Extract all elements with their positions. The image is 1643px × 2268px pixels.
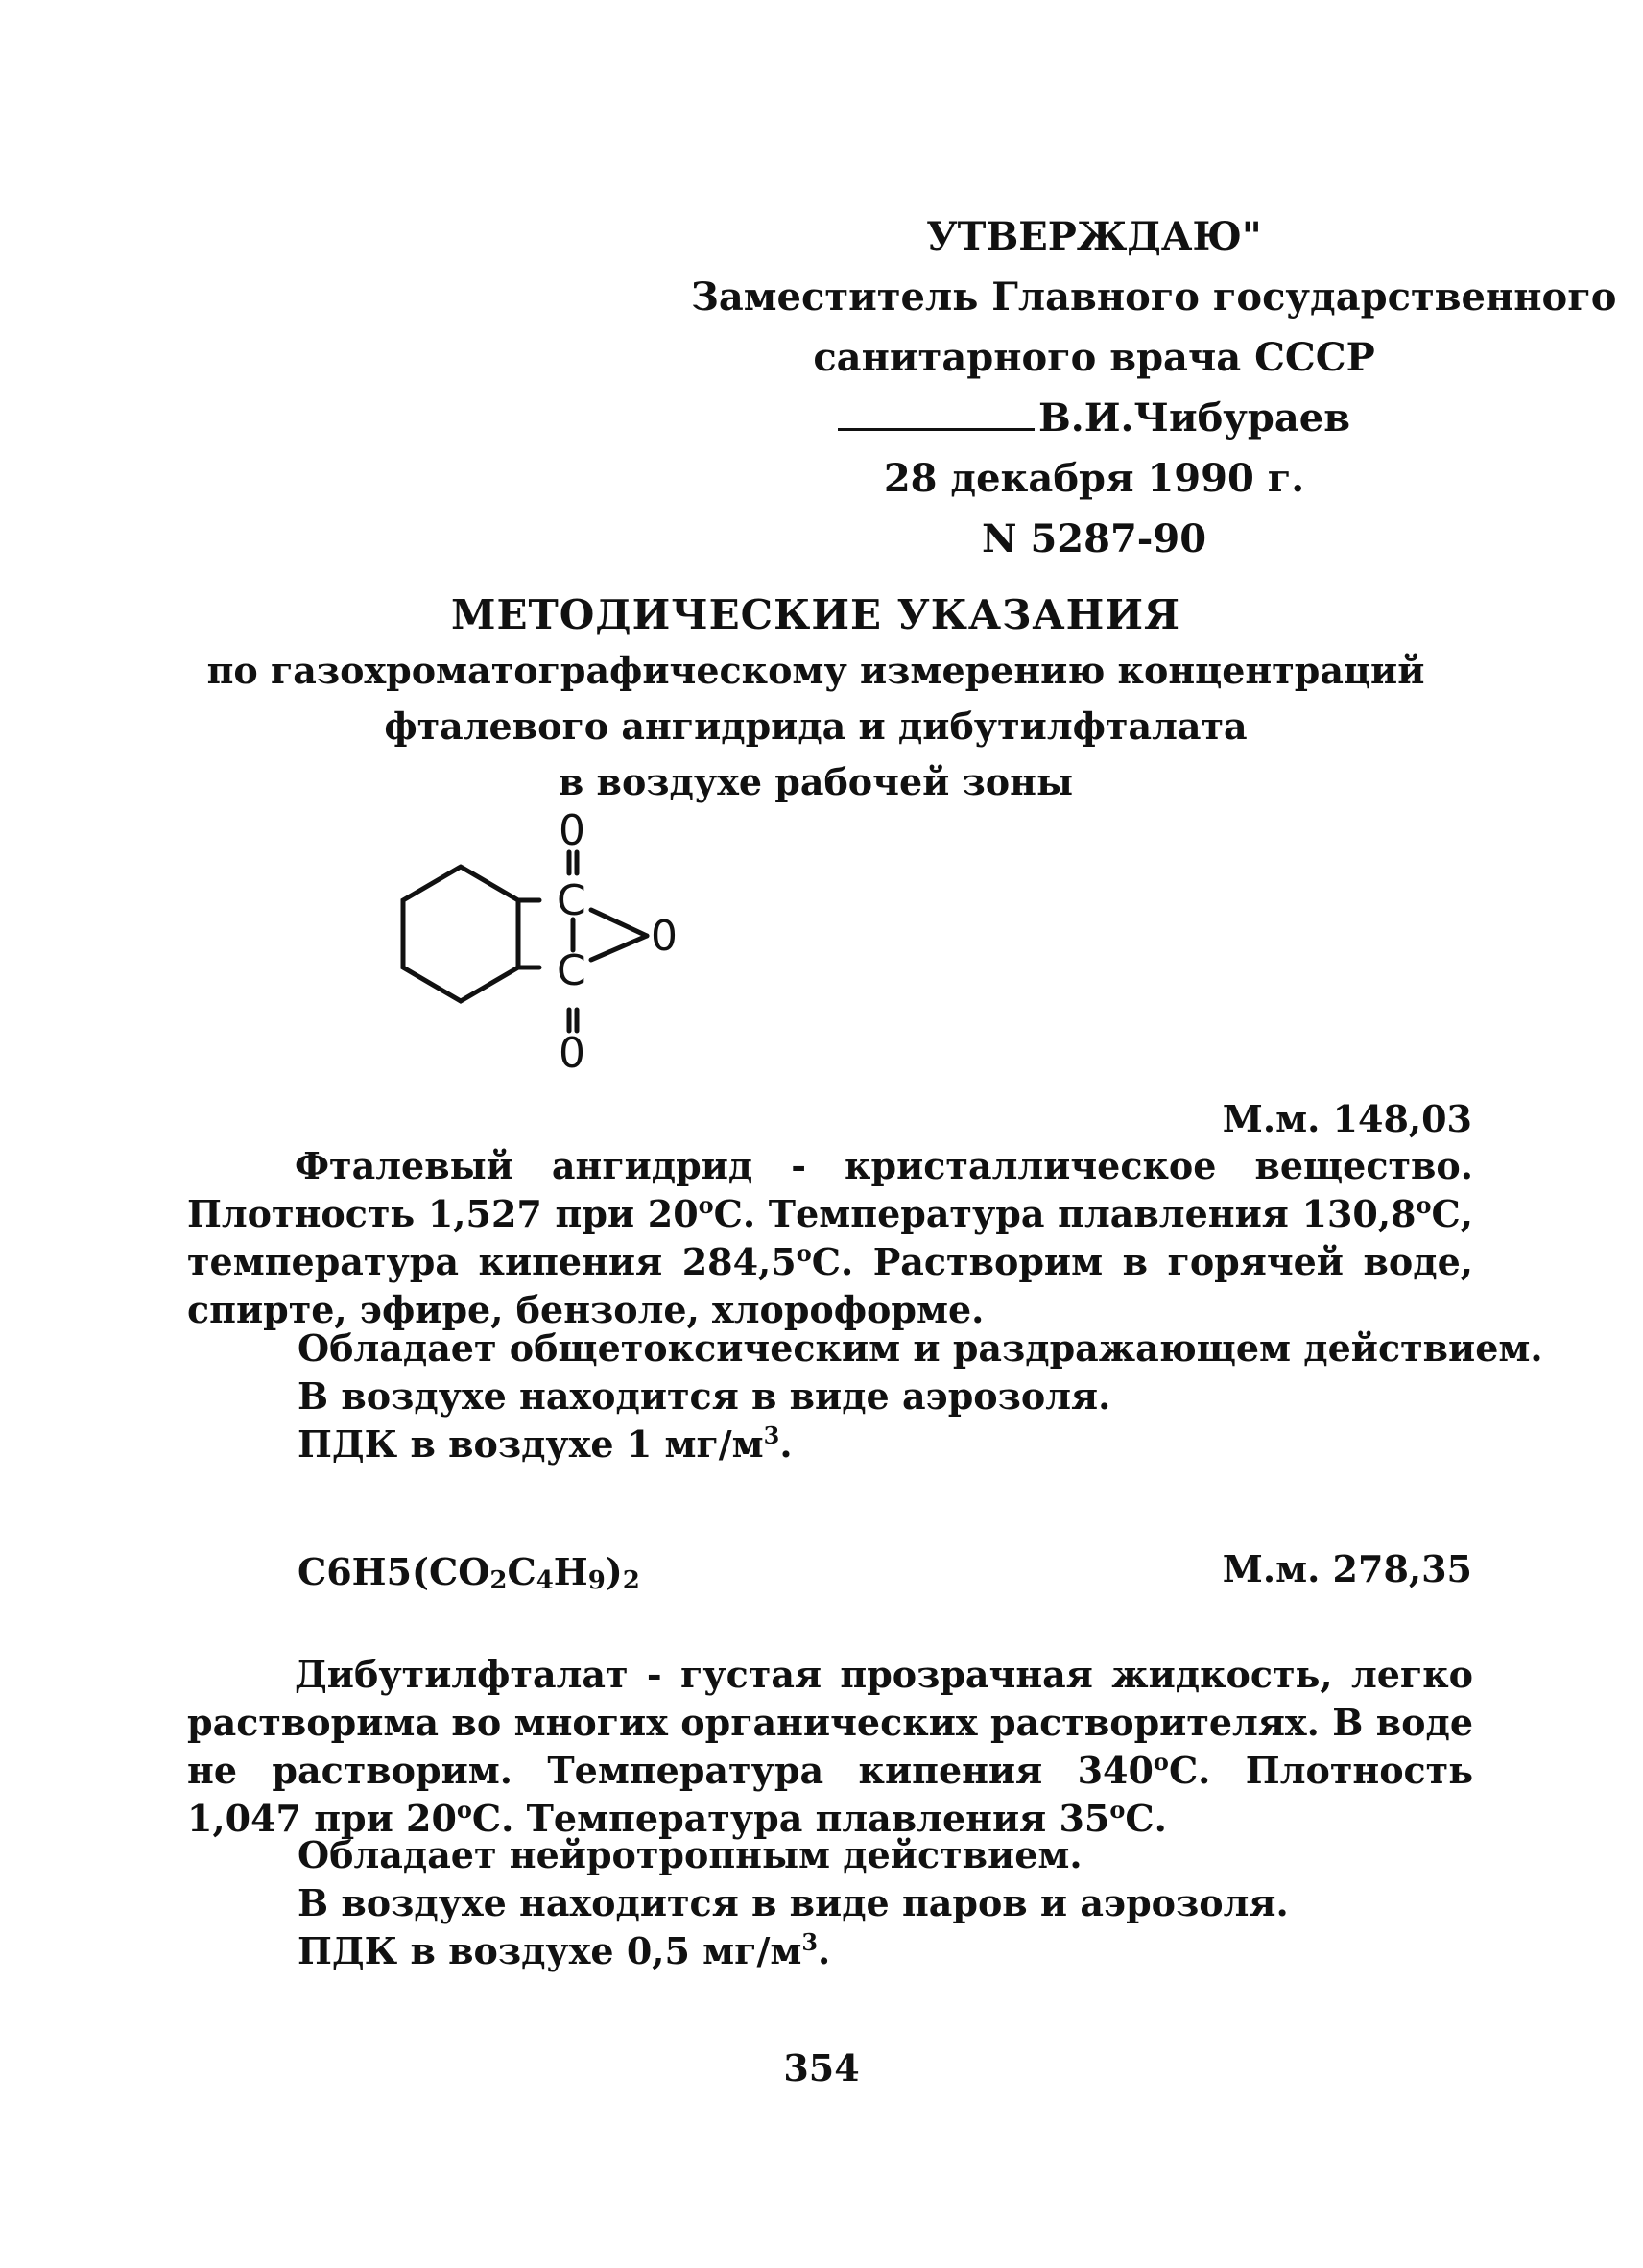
desc-part: Фталевый ангидрид - кристаллическое вещество. Плотность 1,527 при 20	[187, 1144, 1473, 1235]
document-title: МЕТОДИЧЕСКИЕ УКАЗАНИЯ	[450, 591, 1181, 638]
atom-c-top: C	[557, 876, 586, 925]
desc-part: С.	[1125, 1797, 1167, 1840]
signatory-name: В.И.Чибураев	[1037, 395, 1351, 441]
desc-part: Дибутилфталат - густая прозрачная жидкость, легко растворима во многих органических растворителях. В воде не растворим. Температура кипения 340	[187, 1653, 1473, 1792]
pdk-text: ПДК в воздухе 1 мг/м	[298, 1422, 764, 1466]
desc-part: С, температура кипения 284,5	[187, 1192, 1473, 1283]
formula-part: H	[553, 1550, 588, 1593]
c-bottom-to-o-bond	[591, 936, 647, 960]
document-title-block	[192, 587, 1440, 810]
degree-sign: о	[698, 1191, 714, 1219]
formula-subscript: 2	[622, 1566, 640, 1595]
approval-position-line1: Заместитель Главного государственного	[691, 275, 1617, 320]
approval-number: N 5287-90	[981, 516, 1207, 561]
molar-mass-dibutyl-phthalate: М.м. 278,35	[1222, 1547, 1472, 1590]
pdk-end: .	[779, 1422, 793, 1466]
formula-subscript: 2	[489, 1566, 508, 1595]
document-subtitle-line3: в воздухе рабочей зоны	[558, 760, 1074, 803]
desc-part: С. Плотность 1,047 при 20	[187, 1749, 1474, 1840]
degree-sign: о	[796, 1239, 812, 1267]
dibutyl-phthalate-action: Обладает нейротропным действием.	[298, 1833, 1083, 1876]
formula-subscript: 9	[587, 1566, 606, 1595]
pdk-end: .	[818, 1929, 831, 1972]
desc-part: С. Температура плавления 130,8	[713, 1192, 1417, 1235]
phthalic-anhydride-state: В воздухе находится в виде аэрозоля.	[298, 1374, 1111, 1418]
pdk-exponent: 3	[801, 1928, 819, 1956]
pdk-text: ПДК в воздухе 0,5 мг/м	[298, 1929, 802, 1972]
desc-part: С. Растворим в горячей воде, спирте, эфире, бензоле, хлороформе.	[187, 1240, 1473, 1331]
benzene-ring	[403, 867, 518, 1001]
approval-title: УТВЕРЖДАЮ"	[926, 214, 1262, 259]
dibutyl-phthalate-state: В воздухе находится в виде паров и аэрозоля.	[298, 1881, 1289, 1924]
molar-mass-phthalic-anhydride: М.м. 148,03	[1222, 1097, 1472, 1140]
dibutyl-phthalate-description	[187, 1651, 1473, 1843]
formula-part: )	[605, 1550, 623, 1593]
degree-sign: о	[456, 1796, 472, 1824]
degree-sign: о	[1416, 1191, 1432, 1219]
degree-sign: о	[1153, 1748, 1169, 1776]
approval-position-line2: санитарного врача СССР	[813, 335, 1375, 380]
description-paragraph	[187, 1651, 1473, 1843]
atom-o-bottom: 0	[559, 1029, 585, 1078]
atom-c-bottom: C	[557, 946, 586, 995]
dibutyl-phthalate-pdk	[298, 1929, 830, 1972]
approval-signature	[691, 388, 1497, 448]
degree-sign: о	[1109, 1796, 1126, 1824]
page-number: 354	[783, 2046, 860, 2089]
document-subtitle-line1: по газохроматографическому измерению концентраций	[206, 649, 1425, 692]
approval-block	[691, 206, 1617, 569]
formula-subscript: 4	[536, 1566, 554, 1595]
approval-date: 28 декабря 1990 г.	[883, 456, 1305, 501]
phthalic-anhydride-pdk	[298, 1422, 793, 1466]
atom-o-ring: 0	[651, 912, 678, 961]
phthalic-anhydride-description	[187, 1142, 1473, 1334]
dibutyl-phthalate-formula	[298, 1550, 640, 1595]
description-paragraph	[187, 1142, 1473, 1334]
pdk-exponent: 3	[763, 1421, 780, 1449]
signature-line	[838, 401, 1035, 431]
formula-part: C	[507, 1550, 536, 1593]
phthalic-anhydride-structure	[374, 806, 701, 1094]
formula-part: C6H5(CO	[298, 1550, 490, 1593]
desc-part: С. Температура плавления 35	[471, 1797, 1110, 1840]
phthalic-anhydride-action: Обладает общетоксическим и раздражающем действием.	[298, 1326, 1543, 1370]
document-subtitle-line2: фталевого ангидрида и дибутилфталата	[384, 704, 1248, 748]
c-top-to-o-bond	[591, 910, 647, 936]
atom-o-top: 0	[559, 806, 585, 855]
